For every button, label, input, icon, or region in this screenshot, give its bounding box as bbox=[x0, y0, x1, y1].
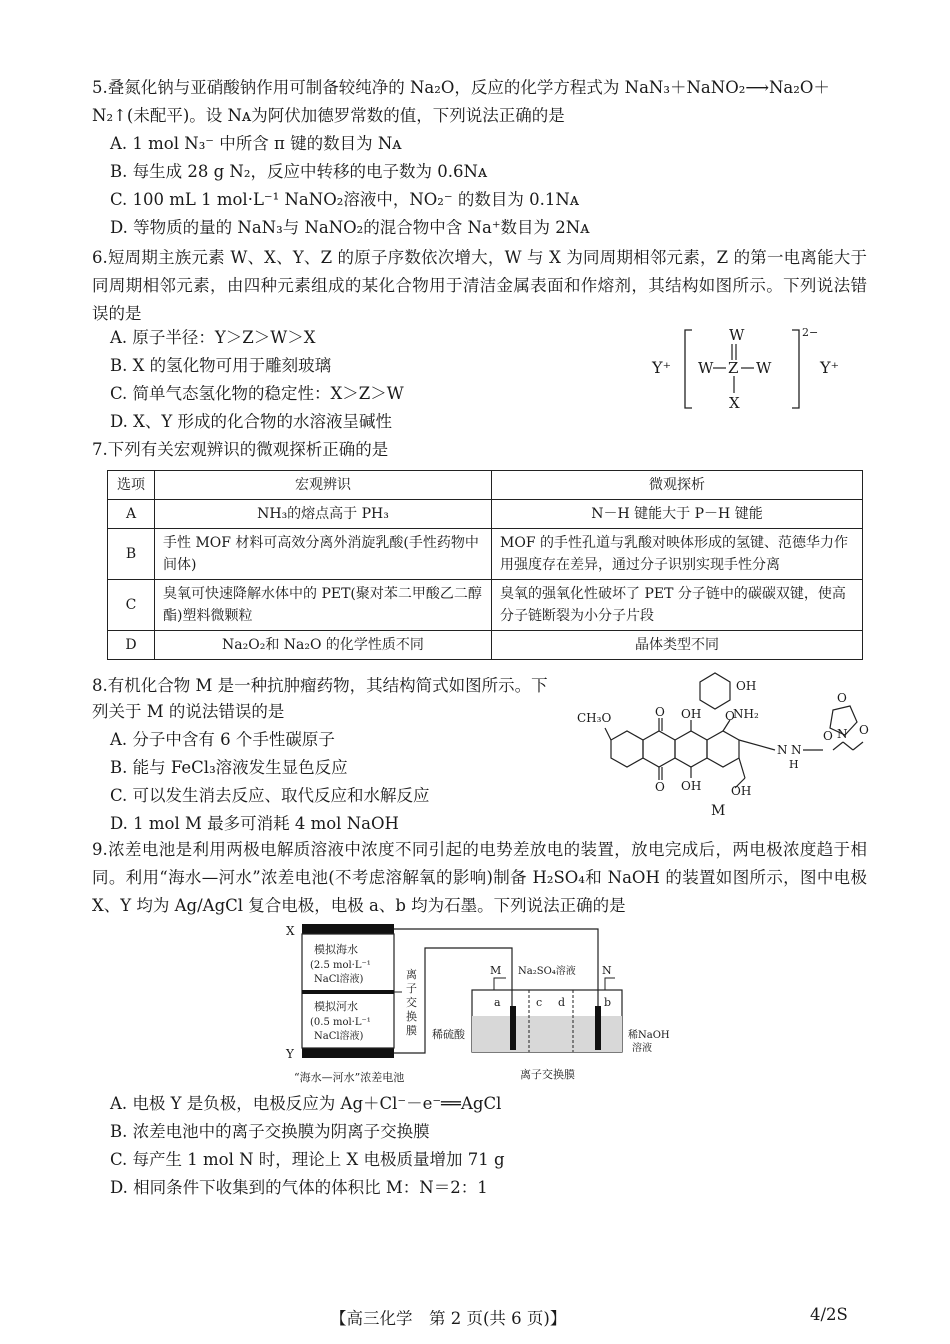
q9-stem: 9.浓差电池是利用两极电解质溶液中浓度不同引起的电势差放电的装置，放电完成后，两电极浓度趋于相同。利用“海水—河水”浓差电池(不考虑溶解氧的影响)制备 H₂SO₄和 NaOH 的装置如图所示，图中电极 X、Y 均为 Ag/AgCl 复合电极，电极 a、b 均为石墨。下列说法正确的是 bbox=[92, 840, 867, 915]
q9-membrane-char: 离 bbox=[406, 968, 417, 981]
q8-nh2: NH₂ bbox=[733, 707, 759, 721]
table-row bbox=[108, 500, 863, 529]
q6-atom-center: Z bbox=[728, 359, 739, 377]
q7-header-option: 选项 bbox=[108, 471, 155, 500]
q5-option-b: B. 每生成 28 g N₂，反应中转移的电子数为 0.6Nᴀ bbox=[110, 162, 488, 181]
q9-naoh-label2: 溶液 bbox=[632, 1043, 652, 1054]
q7-cell: Na₂O₂和 Na₂O 的化学性质不同 bbox=[155, 631, 492, 660]
q9-apparatus-diagram bbox=[280, 918, 670, 1088]
q7-header-micro: 微观探析 bbox=[492, 471, 863, 500]
q8-option-a: A. 分子中含有 6 个手性碳原子 bbox=[110, 730, 335, 749]
q8-n2: N bbox=[791, 743, 802, 757]
q8-oh-side: OH bbox=[731, 784, 752, 798]
q8-o-amide: O bbox=[823, 729, 833, 743]
q8-h: H bbox=[789, 758, 799, 771]
q6-atom-bottom: X bbox=[729, 394, 740, 412]
q7-header-macro: 宏观辨识 bbox=[155, 471, 492, 500]
q9-river-label3: NaCl溶液) bbox=[314, 1031, 364, 1042]
q8-n1: N bbox=[777, 743, 788, 757]
q8-oxo-top: O bbox=[655, 705, 665, 719]
q8-o-link: O bbox=[725, 709, 735, 723]
q7-cell: N－H 键能大于 P－H 键能 bbox=[492, 500, 863, 529]
q8-oh-sugar: OH bbox=[736, 679, 757, 693]
q9-battery-caption: “海水—河水”浓差电池 bbox=[294, 1071, 405, 1084]
q8-oxo-bottom: O bbox=[655, 780, 665, 794]
q9-river-label1: 模拟河水 bbox=[314, 1000, 358, 1013]
q6-option-c: C. 简单气态氢化物的稳定性：X＞Z＞W bbox=[110, 384, 404, 403]
q9-zone-c: c bbox=[536, 996, 543, 1009]
q8-o-ring1: O bbox=[837, 691, 847, 705]
q5-option-a: A. 1 mol N₃⁻ 中所含 π 键的数目为 Nᴀ bbox=[110, 134, 402, 153]
q8-stem-line1: 8.有机化合物 M 是一种抗肿瘤药物，其结构简式如图所示。下 bbox=[92, 676, 548, 695]
q5-stem-line2: N₂↑(未配平)。设 Nᴀ为阿伏加德罗常数的值，下列说法正确的是 bbox=[92, 106, 565, 125]
q8-stem-line2: 列关于 M 的说法错误的是 bbox=[92, 702, 285, 721]
q9-membrane-caption: 离子交换膜 bbox=[520, 1068, 575, 1081]
q6-structure-diagram bbox=[640, 318, 850, 418]
q6-charge: 2− bbox=[802, 326, 819, 339]
q6-atom-left: W bbox=[698, 359, 714, 377]
q9-na2so4-label: Na₂SO₄溶液 bbox=[518, 966, 576, 977]
q9-electrode-b: b bbox=[604, 996, 612, 1009]
q9-electrode-y: Y bbox=[286, 1047, 294, 1061]
q7-cell: D bbox=[108, 631, 155, 660]
q9-electrode-a: a bbox=[494, 996, 501, 1009]
q8-methoxy: CH₃O bbox=[577, 711, 612, 725]
q9-gas-n: N bbox=[602, 964, 612, 977]
q5-option-d: D. 等物质的量的 NaN₃与 NaNO₂的混合物中含 Na⁺数目为 2Nᴀ bbox=[110, 218, 590, 237]
q6-stem: 6.短周期主族元素 W、X、Y、Z 的原子序数依次增大，W 与 X 为同周期相邻元素，Z 的第一电离能大于同周期相邻元素，由四种元素组成的某化合物用于清洁金属表面和作熔剂，其结构如图所示。下列说法错误的是 bbox=[92, 248, 867, 323]
q9-membrane-char: 膜 bbox=[406, 1024, 417, 1037]
q9-river-label2: (0.5 mol·L⁻¹ bbox=[310, 1017, 371, 1028]
q8-option-b: B. 能与 FeCl₃溶液发生显色反应 bbox=[110, 758, 348, 777]
q9-option-d: D. 相同条件下收集到的气体的体积比 M：N＝2：1 bbox=[110, 1178, 488, 1197]
q6-cation-left: Y⁺ bbox=[652, 358, 672, 377]
q9-membrane-char: 子 bbox=[406, 982, 417, 995]
q7-cell: MOF 的手性孔道与乳酸对映体形成的氢键、范德华力作用强度存在差异，通过分子识别实现手性分离 bbox=[492, 529, 863, 580]
q8-o-ring2: O bbox=[859, 723, 869, 737]
q9-option-c: C. 每产生 1 mol N 时，理论上 X 电极质量增加 71 g bbox=[110, 1150, 505, 1169]
q7-cell: NH₃的熔点高于 PH₃ bbox=[155, 500, 492, 529]
q6-cation-right: Y⁺ bbox=[820, 358, 840, 377]
q6-option-b: B. X 的氢化物可用于雕刻玻璃 bbox=[110, 356, 332, 375]
q7-cell: B bbox=[108, 529, 155, 580]
q6-option-a: A. 原子半径：Y＞Z＞W＞X bbox=[110, 328, 316, 347]
q7-cell: C bbox=[108, 580, 155, 631]
page-footer: 【高三化学 第 2 页(共 6 页)】 bbox=[330, 1309, 567, 1328]
q7-cell: 晶体类型不同 bbox=[492, 631, 863, 660]
q9-electrode-x: X bbox=[286, 924, 295, 938]
q8-option-c: C. 可以发生消去反应、取代反应和水解反应 bbox=[110, 786, 430, 805]
q8-compound-name: M bbox=[711, 803, 726, 819]
q6-atom-right: W bbox=[756, 359, 772, 377]
table-row bbox=[108, 529, 863, 580]
q7-cell: 臭氧的强氧化性破坏了 PET 分子链中的碳碳双键，使高分子链断裂为小分子片段 bbox=[492, 580, 863, 631]
q7-cell: 手性 MOF 材料可高效分离外消旋乳酸(手性药物中间体) bbox=[155, 529, 492, 580]
table-row bbox=[108, 631, 863, 660]
q9-sea-label2: (2.5 mol·L⁻¹ bbox=[310, 960, 371, 971]
q5-stem-line1: 5.叠氮化钠与亚硝酸钠作用可制备较纯净的 Na₂O，反应的化学方程式为 NaN₃＋NaNO₂⟶Na₂O＋ bbox=[92, 78, 830, 97]
q8-structure-diagram bbox=[575, 660, 875, 825]
q9-membrane-char: 换 bbox=[406, 1010, 417, 1023]
q9-zone-d: d bbox=[558, 996, 566, 1009]
q8-oh-bottom: OH bbox=[681, 779, 702, 793]
q9-naoh-label1: 稀NaOH bbox=[628, 1030, 670, 1041]
q9-acid-label: 稀硫酸 bbox=[432, 1028, 465, 1041]
q8-n-ring: N bbox=[837, 727, 848, 741]
q8-oh-top: OH bbox=[681, 707, 702, 721]
q7-cell: A bbox=[108, 500, 155, 529]
q5-option-c: C. 100 mL 1 mol·L⁻¹ NaNO₂溶液中，NO₂⁻ 的数目为 0.1Nᴀ bbox=[110, 190, 580, 209]
q9-sea-label1: 模拟海水 bbox=[314, 943, 358, 956]
q7-stem: 7.下列有关宏观辨识的微观探析正确的是 bbox=[92, 440, 389, 459]
q9-sea-label3: NaCl溶液) bbox=[314, 974, 364, 985]
q6-option-d: D. X、Y 形成的化合物的水溶液呈碱性 bbox=[110, 412, 393, 431]
q9-option-b: B. 浓差电池中的离子交换膜为阴离子交换膜 bbox=[110, 1122, 430, 1141]
q7-table bbox=[107, 470, 863, 660]
q6-atom-top: W bbox=[729, 326, 745, 344]
q9-gas-m: M bbox=[490, 964, 502, 977]
table-row bbox=[108, 580, 863, 631]
q9-option-a: A. 电极 Y 是负极，电极反应为 Ag＋Cl⁻－e⁻══AgCl bbox=[110, 1094, 502, 1113]
q9-membrane-char: 交 bbox=[406, 996, 417, 1009]
q8-option-d: D. 1 mol M 最多可消耗 4 mol NaOH bbox=[110, 814, 399, 833]
q7-cell: 臭氧可快速降解水体中的 PET(聚对苯二甲酸乙二醇酯)塑料微颗粒 bbox=[155, 580, 492, 631]
page-code: 4/2S bbox=[810, 1305, 848, 1324]
